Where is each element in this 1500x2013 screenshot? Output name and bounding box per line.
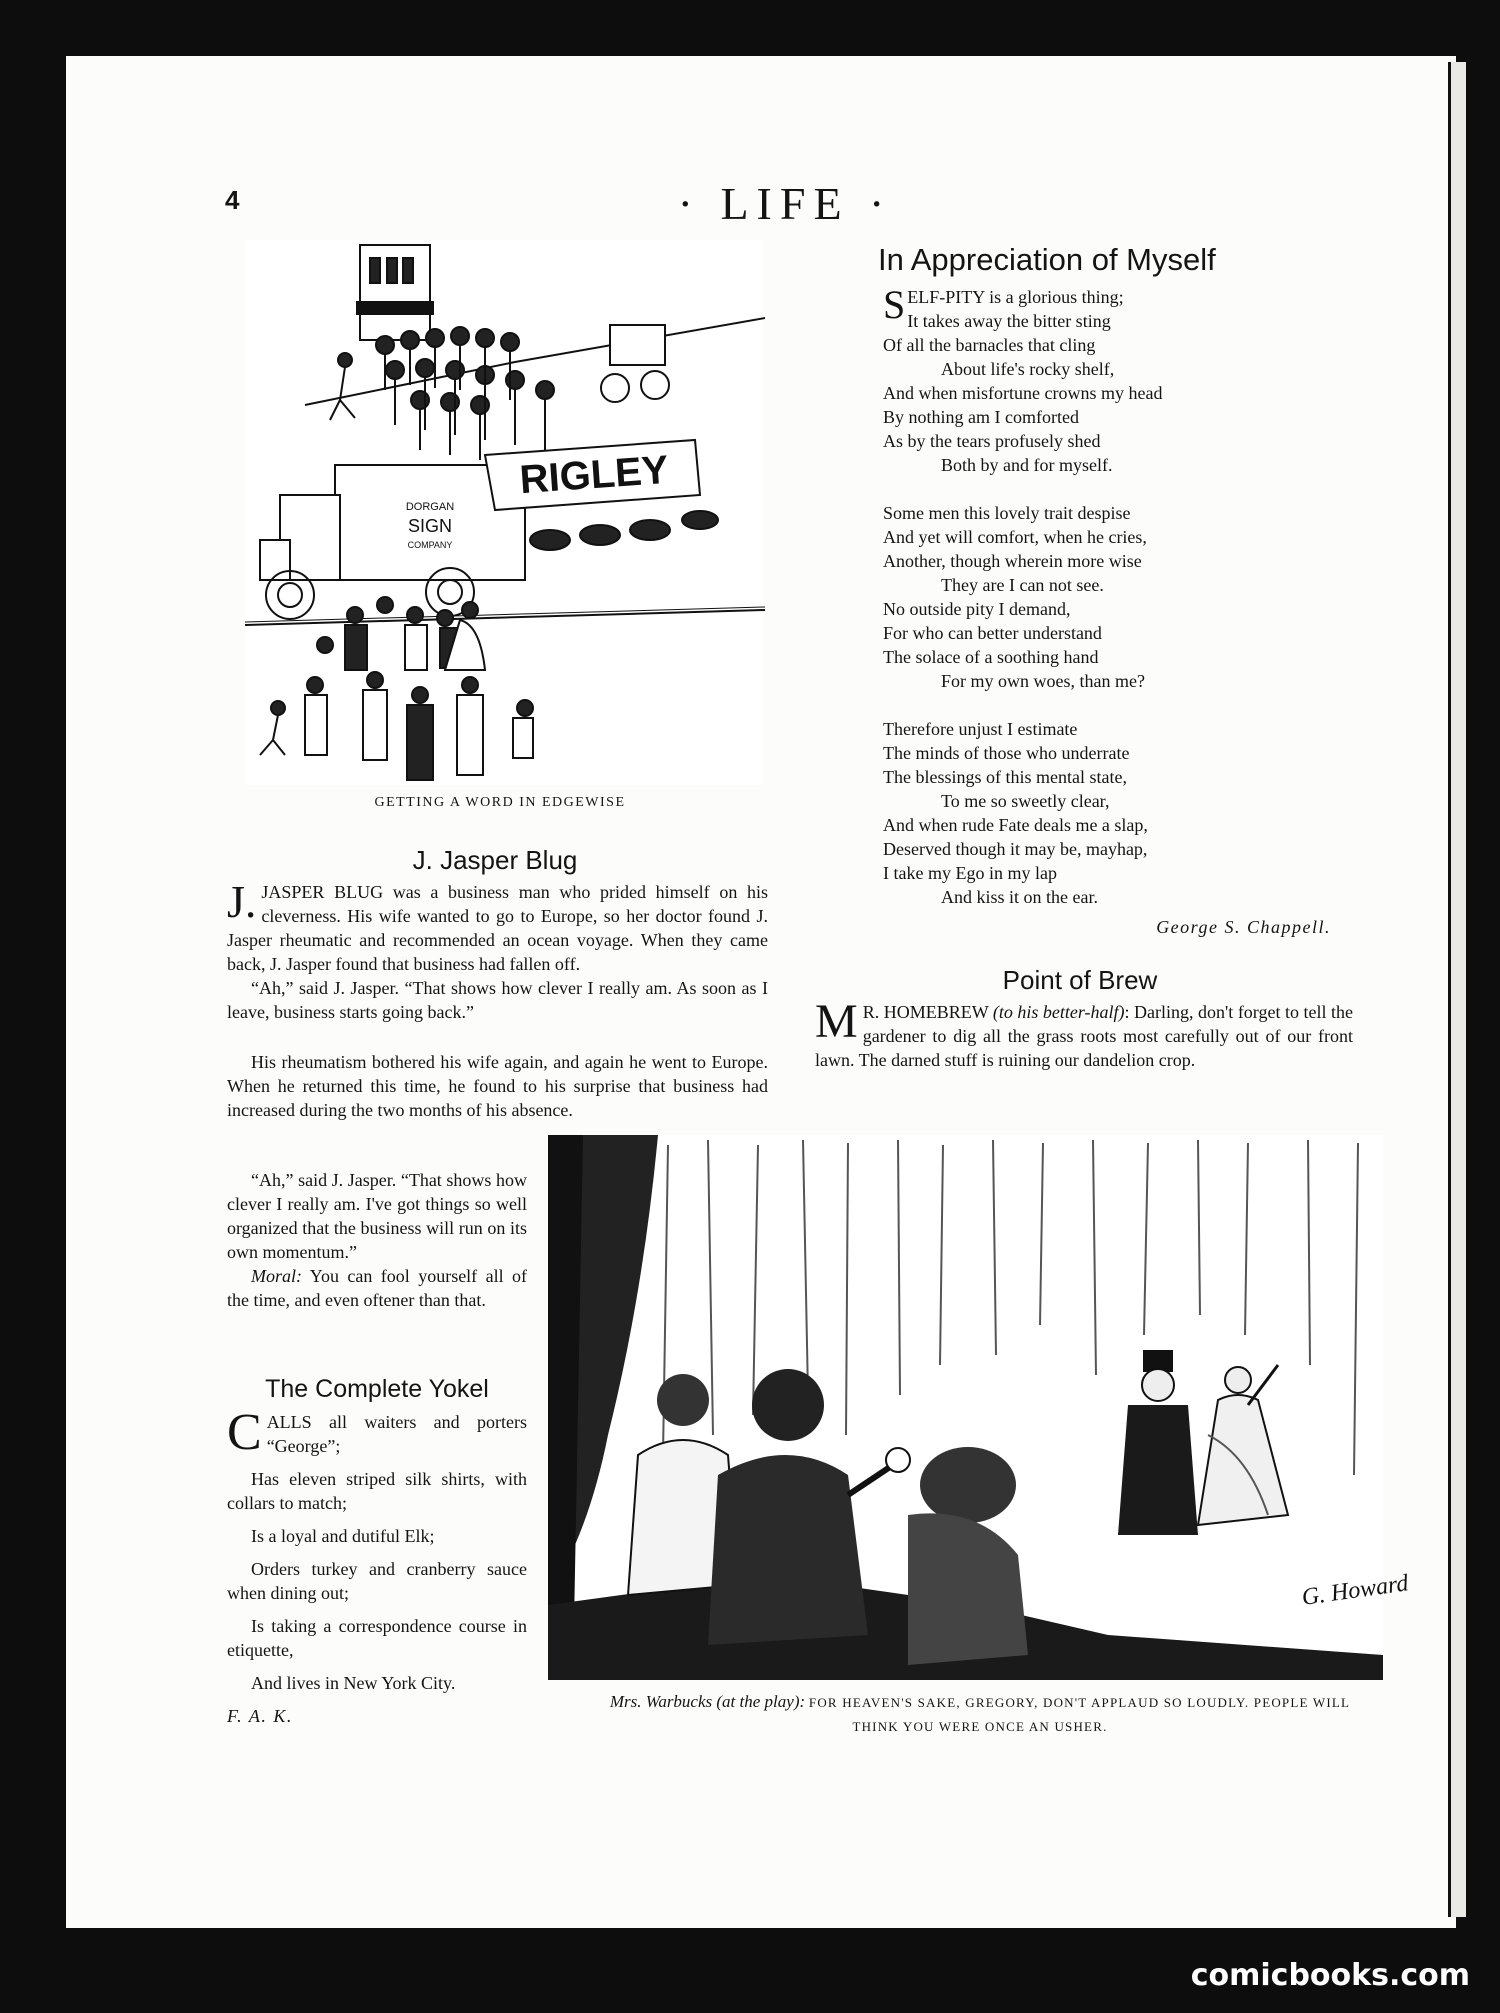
theatre-caption	[600, 1690, 1360, 1739]
next-page-edge	[1448, 62, 1466, 1917]
stanza2-line1: Some men this lovely trait despise	[883, 503, 1131, 523]
jasper-article-top	[227, 876, 768, 1024]
jasper-para3: His rheumatism bothered his wife again, and again he went to Europe. When he returned this time, he found to his surprise that business had increased during the two months of his absence.	[227, 1052, 768, 1120]
appreciation-poem	[883, 282, 1333, 939]
brew-text: : Darling, don't forget to tell the gardener to dig all the grass roots most carefully out of our front lawn. The darned stuff is ruining our dandelion crop.	[815, 1002, 1353, 1070]
theatre-caption-text: FOR HEAVEN'S SAKE, GREGORY, DON'T APPLAUD SO LOUDLY. PEOPLE WILL THINK YOU WERE ONCE AN USHER.	[808, 1695, 1351, 1734]
stanza2-line6: For who can better understand	[883, 623, 1102, 643]
yokel-signature: F. A. K.	[227, 1706, 293, 1726]
stanza1-line2: It takes away the bitter sting	[907, 311, 1111, 331]
artist-signature: G. Howard	[1300, 1570, 1410, 1611]
street-scene-drawing	[245, 240, 763, 785]
truck-sign-line2: SIGN	[407, 516, 453, 536]
page-number: 4	[225, 185, 240, 215]
brew-drop-cap: M	[815, 995, 858, 1048]
yokel-drop-cap: C	[227, 1404, 262, 1461]
street-scene-illustration	[245, 240, 763, 785]
poem-stanza-3	[883, 717, 1333, 909]
stanza2-line8: For my own woes, than me?	[941, 671, 1145, 691]
stanza1-line7: As by the tears profusely shed	[883, 431, 1101, 451]
yokel-list	[227, 1404, 527, 1737]
brew-article	[815, 995, 1353, 1072]
theatre-illustration	[548, 1135, 1410, 1680]
jasper-moral-label: Moral:	[251, 1266, 302, 1286]
theatre-caption-speaker: Mrs. Warbucks (at the play):	[609, 1692, 806, 1711]
stanza1-line5: And when misfortune crowns my head	[883, 383, 1163, 403]
stanza3-line1: Therefore unjust I estimate	[883, 719, 1078, 739]
jasper-article-narrow	[227, 1168, 527, 1312]
stanza2-line2: And yet will comfort, when he cries,	[883, 527, 1147, 547]
appreciation-drop-cap: S	[883, 282, 906, 327]
yokel-item-3: Is a loyal and dutiful Elk;	[251, 1526, 435, 1546]
stanza3-line8: And kiss it on the ear.	[941, 887, 1098, 907]
appreciation-signature: George S. Chappell.	[1156, 917, 1331, 937]
running-head: · LIFE ·	[677, 178, 893, 229]
poem-stanza-2	[883, 501, 1333, 693]
truck-sign-line1: DORGAN	[405, 501, 455, 513]
stanza3-line4: To me so sweetly clear,	[941, 791, 1110, 811]
yokel-item-1: ALLS all waiters and porters “George”;	[266, 1412, 527, 1456]
stanza1-line8: Both by and for myself.	[941, 455, 1113, 475]
brew-title: Point of Brew	[1002, 965, 1158, 995]
stanza2-line7: The solace of a soothing hand	[883, 647, 1099, 667]
stanza3-line5: And when rude Fate deals me a slap,	[883, 815, 1148, 835]
yokel-item-2: Has eleven striped silk shirts, with collars to match;	[227, 1469, 527, 1513]
stanza1-line1: ELF-PITY is a glorious thing;	[907, 287, 1124, 307]
yokel-item-5: Is taking a correspondence course in etiquette,	[227, 1616, 527, 1660]
theatre-scene-drawing	[548, 1135, 1410, 1680]
jasper-moral-text: You can fool yourself all of the time, and even oftener than that.	[227, 1266, 528, 1310]
stanza3-line6: Deserved though it may be, mayhap,	[883, 839, 1148, 859]
appreciation-title: In Appreciation of Myself	[878, 242, 1216, 277]
yokel-title: The Complete Yokel	[265, 1375, 489, 1403]
stanza1-line4: About life's rocky shelf,	[941, 359, 1115, 379]
stanza2-line5: No outside pity I demand,	[883, 599, 1071, 619]
banner-sign-text: RIGLEY	[518, 447, 670, 503]
poem-stanza-1	[883, 282, 1333, 477]
jasper-para4: “Ah,” said J. Jasper. “That shows how clever I really am. I've got things so well organized that the business will run on its own momentum.”	[227, 1170, 527, 1262]
stanza1-line6: By nothing am I comforted	[883, 407, 1079, 427]
stanza3-line2: The minds of those who underrate	[883, 743, 1130, 763]
stanza2-line3: Another, though wherein more wise	[883, 551, 1142, 571]
jasper-para1: JASPER BLUG was a business man who prided himself on his cleverness. His wife wanted to go to Europe, so her doctor found J. Jasper rheumatic and recommended an ocean voyage. When they came back, J. Jasper found that business had fallen off.	[227, 882, 768, 974]
top-illustration-caption: GETTING A WORD IN EDGEWISE	[374, 795, 626, 810]
stanza1-line3: Of all the barnacles that cling	[883, 335, 1096, 355]
jasper-title: J. Jasper Blug	[412, 845, 578, 875]
jasper-drop-cap: J.	[227, 876, 257, 927]
yokel-item-6: And lives in New York City.	[251, 1673, 456, 1693]
brew-lead: R. HOMEBREW	[862, 1002, 989, 1022]
stanza2-line4: They are I can not see.	[941, 575, 1104, 595]
stanza3-line3: The blessings of this mental state,	[883, 767, 1127, 787]
brew-stage-direction: (to his better-half)	[992, 1002, 1125, 1022]
truck-sign-line3: COMPANY	[407, 540, 453, 550]
site-watermark: comicbooks.com	[1190, 1958, 1470, 1993]
jasper-article-mid	[227, 1050, 768, 1122]
stanza3-line7: I take my Ego in my lap	[883, 863, 1057, 883]
yokel-item-4: Orders turkey and cranberry sauce when dining out;	[227, 1559, 527, 1603]
jasper-para2: “Ah,” said J. Jasper. “That shows how clever I really am. As soon as I leave, business starts going back.”	[227, 978, 768, 1022]
